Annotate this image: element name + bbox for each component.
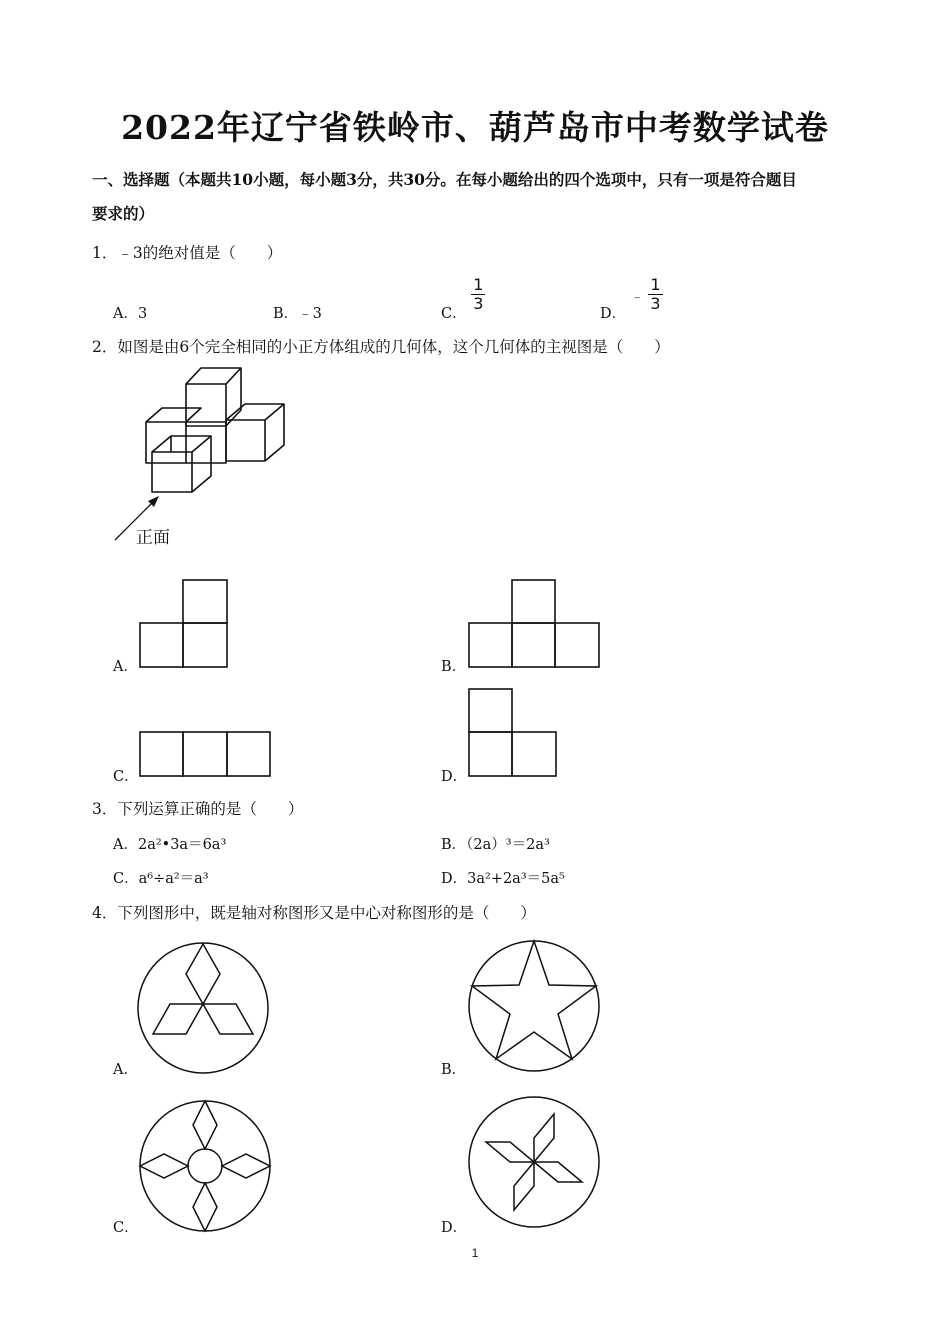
q2-option-a-label: A．	[113, 659, 138, 675]
q4-option-c-figure	[138, 1100, 272, 1234]
fraction-denominator: 3	[473, 294, 484, 313]
q1-option-d-label: D．	[600, 306, 627, 322]
q2-option-a-figure	[139, 579, 229, 669]
q3-option-a: A．2a²•3a＝6a³	[113, 837, 227, 853]
q2-option-b-label: B．	[441, 659, 467, 675]
section-heading-line2: 要求的）	[92, 204, 155, 223]
section-heading	[92, 163, 882, 231]
q1-option-d	[600, 276, 663, 323]
q1-option-b: B．﹣3	[273, 306, 322, 322]
page-title: 2022年辽宁省铁岭市、葫芦岛市中考数学试卷	[121, 108, 829, 147]
q1-option-a: A．3	[113, 306, 148, 322]
q2-option-d-label: D．	[441, 769, 468, 785]
q2-option-c-label: C．	[113, 769, 139, 785]
q1-option-d-sign: ﹣	[630, 290, 644, 305]
q4-option-b-label: B．	[441, 1062, 467, 1078]
q4-option-b-figure	[467, 938, 601, 1072]
front-view-label: 正面	[136, 528, 170, 548]
q1-option-c-label: C．	[441, 306, 467, 322]
q3-stem: 3．下列运算正确的是（ ）	[92, 800, 304, 818]
fraction-numerator: 1	[650, 275, 661, 294]
q4-option-c-label: C．	[113, 1220, 139, 1236]
q4-option-a-figure	[136, 942, 270, 1076]
q3-option-d: D．3a²+2a³＝5a⁵	[441, 871, 565, 887]
q1-stem: 1．﹣3的绝对值是（ ）	[92, 244, 283, 262]
q4-option-d-figure	[467, 1095, 601, 1229]
q1-option-c	[441, 276, 485, 323]
section-heading-line1: 一、选择题（本题共10小题，每小题3分，共30分。在每小题给出的四个选项中，只有一项是符合题目	[92, 170, 797, 189]
q4-stem: 4．下列图形中，既是轴对称图形又是中心对称图形的是（ ）	[92, 904, 536, 922]
fraction-numerator: 1	[473, 275, 484, 294]
q2-option-d-figure	[468, 688, 558, 778]
q2-stem: 2．如图是由6个完全相同的小正方体组成的几何体，这个几何体的主视图是（ ）	[92, 338, 670, 356]
fraction-denominator: 3	[650, 294, 661, 313]
page-number: 1	[471, 1246, 479, 1260]
q2-isometric-cubes-figure	[105, 360, 305, 550]
q1-option-d-fraction	[648, 276, 662, 313]
q2-option-b-figure	[468, 579, 602, 669]
q1-option-c-fraction	[471, 276, 485, 313]
q4-option-d-label: D．	[441, 1220, 468, 1236]
q3-option-c: C．a⁶÷a²＝a³	[113, 871, 209, 887]
q2-option-c-figure	[139, 731, 273, 779]
q4-option-a-label: A．	[113, 1062, 138, 1078]
q3-option-b: B．（2a）³＝2a³	[441, 837, 550, 853]
